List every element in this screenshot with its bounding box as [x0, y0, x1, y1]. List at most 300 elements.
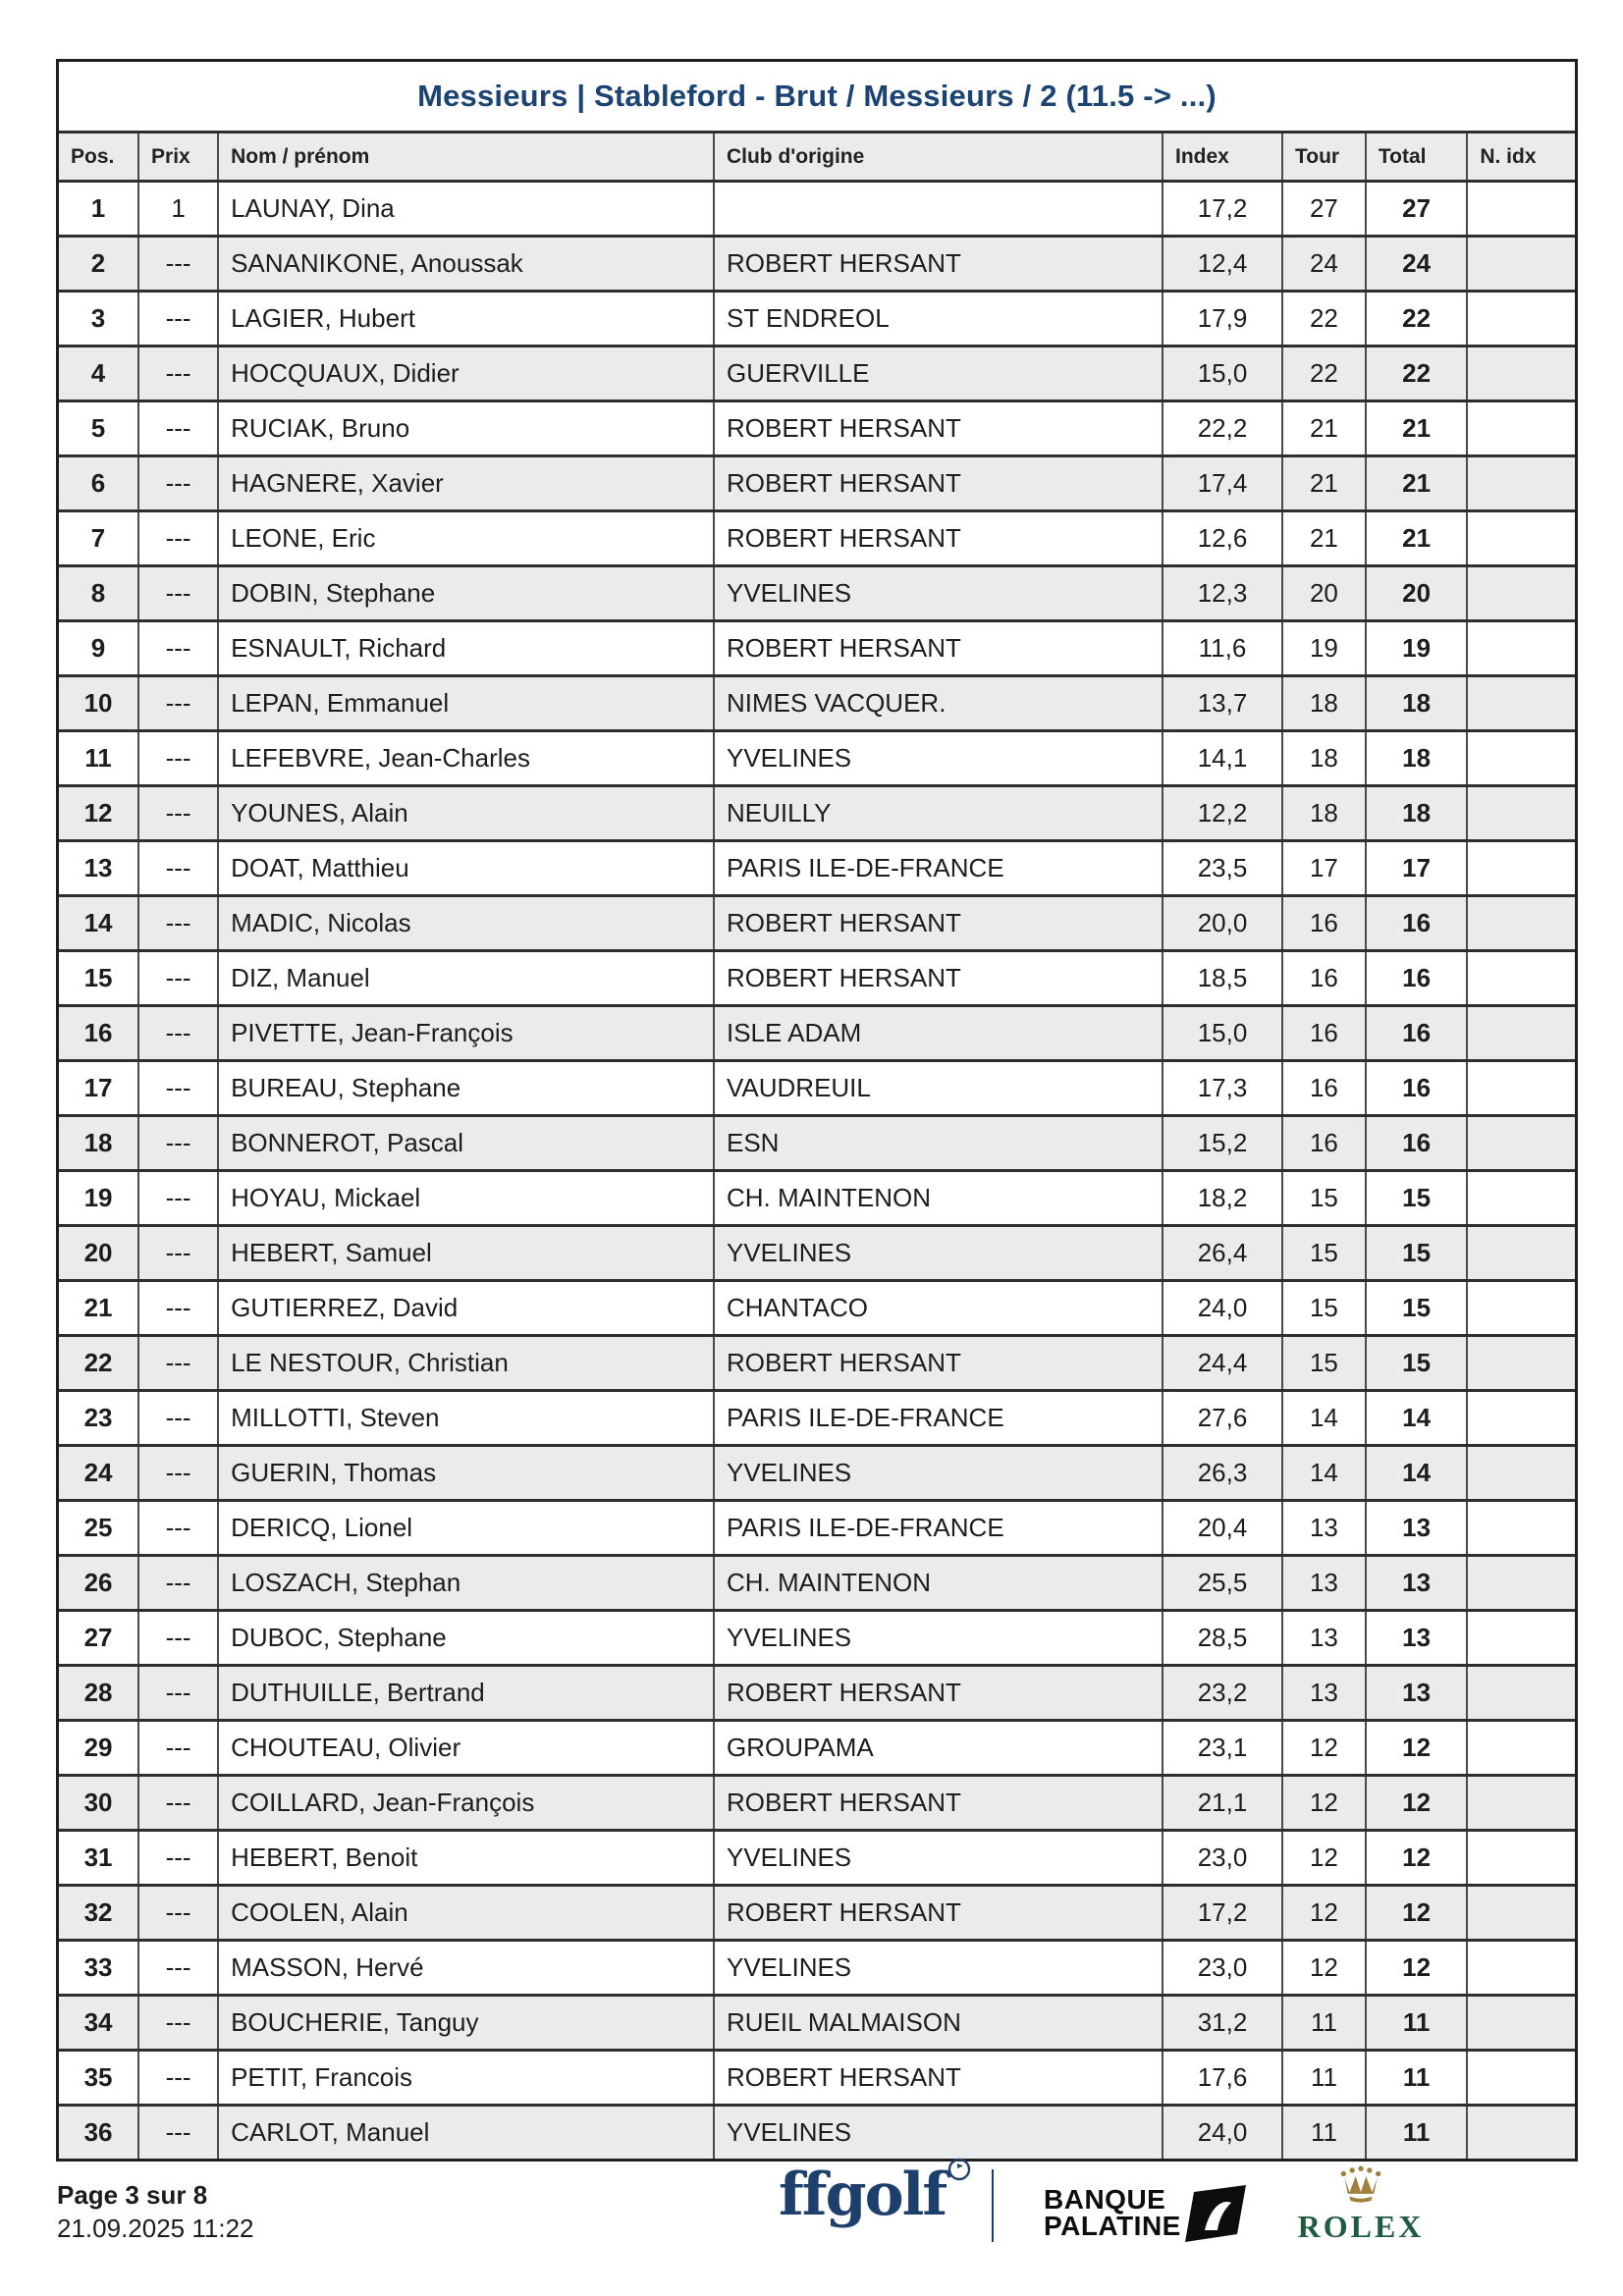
cell-tour: 15: [1282, 1281, 1366, 1336]
cell-prix: ---: [138, 676, 218, 731]
rolex-wordmark: ROLEX: [1297, 2209, 1425, 2244]
cell-prix: ---: [138, 401, 218, 456]
cell-nom: MILLOTTI, Steven: [218, 1391, 714, 1446]
cell-pos: 30: [59, 1776, 138, 1831]
cell-nidx: [1467, 1006, 1575, 1061]
cell-tour: 16: [1282, 951, 1366, 1006]
cell-nom: HOYAU, Mickael: [218, 1171, 714, 1226]
cell-pos: 26: [59, 1556, 138, 1611]
cell-club: ISLE ADAM: [714, 1006, 1163, 1061]
table-row: [59, 1776, 1575, 1831]
cell-club: ROBERT HERSANT: [714, 1336, 1163, 1391]
cell-index: 17,2: [1163, 182, 1282, 237]
table-row: [59, 1501, 1575, 1556]
cell-nom: LAUNAY, Dina: [218, 182, 714, 237]
cell-index: 17,2: [1163, 1886, 1282, 1941]
cell-tour: 13: [1282, 1501, 1366, 1556]
registered-flag-icon: [947, 2158, 971, 2181]
cell-total: 18: [1366, 731, 1467, 786]
table-row: [59, 401, 1575, 456]
cell-tour: 19: [1282, 621, 1366, 676]
table-row: [59, 1171, 1575, 1226]
cell-total: 11: [1366, 2051, 1467, 2106]
cell-index: 23,2: [1163, 1666, 1282, 1721]
cell-nidx: [1467, 401, 1575, 456]
cell-prix: ---: [138, 1006, 218, 1061]
cell-pos: 6: [59, 456, 138, 511]
cell-pos: 25: [59, 1501, 138, 1556]
cell-tour: 21: [1282, 456, 1366, 511]
cell-tour: 11: [1282, 2106, 1366, 2160]
cell-index: 17,3: [1163, 1061, 1282, 1116]
cell-index: 24,0: [1163, 2106, 1282, 2160]
cell-index: 18,2: [1163, 1171, 1282, 1226]
cell-index: 18,5: [1163, 951, 1282, 1006]
cell-prix: ---: [138, 1776, 218, 1831]
cell-total: 16: [1366, 1006, 1467, 1061]
cell-index: 23,0: [1163, 1831, 1282, 1886]
cell-club: ROBERT HERSANT: [714, 621, 1163, 676]
cell-nom: DUTHUILLE, Bertrand: [218, 1666, 714, 1721]
cell-nidx: [1467, 1501, 1575, 1556]
cell-total: 12: [1366, 1776, 1467, 1831]
cell-index: 27,6: [1163, 1391, 1282, 1446]
table-row: [59, 676, 1575, 731]
cell-total: 11: [1366, 1996, 1467, 2051]
cell-club: ROBERT HERSANT: [714, 237, 1163, 292]
cell-nidx: [1467, 1391, 1575, 1446]
cell-total: 21: [1366, 401, 1467, 456]
cell-nom: DOAT, Matthieu: [218, 841, 714, 896]
cell-club: ROBERT HERSANT: [714, 1776, 1163, 1831]
footer-divider: [992, 2169, 994, 2242]
cell-club: PARIS ILE-DE-FRANCE: [714, 1391, 1163, 1446]
cell-nidx: [1467, 1996, 1575, 2051]
cell-pos: 36: [59, 2106, 138, 2160]
cell-total: 15: [1366, 1226, 1467, 1281]
banque-palatine-logo: [1044, 2185, 1248, 2242]
col-header-total: Total: [1366, 133, 1467, 182]
cell-club: [714, 182, 1163, 237]
cell-prix: ---: [138, 896, 218, 951]
cell-index: 26,3: [1163, 1446, 1282, 1501]
cell-nom: BOUCHERIE, Tanguy: [218, 1996, 714, 2051]
cell-index: 12,2: [1163, 786, 1282, 841]
cell-pos: 17: [59, 1061, 138, 1116]
cell-club: YVELINES: [714, 1831, 1163, 1886]
cell-pos: 9: [59, 621, 138, 676]
table-row: [59, 182, 1575, 237]
cell-nom: ESNAULT, Richard: [218, 621, 714, 676]
cell-nidx: [1467, 1116, 1575, 1171]
cell-total: 18: [1366, 786, 1467, 841]
cell-total: 12: [1366, 1721, 1467, 1776]
cell-nidx: [1467, 1061, 1575, 1116]
cell-prix: ---: [138, 511, 218, 566]
cell-pos: 5: [59, 401, 138, 456]
cell-prix: ---: [138, 1226, 218, 1281]
table-row: [59, 786, 1575, 841]
cell-total: 21: [1366, 456, 1467, 511]
cell-index: 11,6: [1163, 621, 1282, 676]
cell-club: YVELINES: [714, 731, 1163, 786]
cell-tour: 20: [1282, 566, 1366, 621]
table-row: [59, 841, 1575, 896]
cell-tour: 17: [1282, 841, 1366, 896]
cell-total: 17: [1366, 841, 1467, 896]
cell-tour: 12: [1282, 1776, 1366, 1831]
cell-index: 23,1: [1163, 1721, 1282, 1776]
cell-tour: 13: [1282, 1556, 1366, 1611]
cell-nom: DERICQ, Lionel: [218, 1501, 714, 1556]
cell-prix: ---: [138, 1336, 218, 1391]
table-row: [59, 1391, 1575, 1446]
cell-club: YVELINES: [714, 1941, 1163, 1996]
cell-nom: LOSZACH, Stephan: [218, 1556, 714, 1611]
cell-nom: COOLEN, Alain: [218, 1886, 714, 1941]
cell-club: RUEIL MALMAISON: [714, 1996, 1163, 2051]
cell-club: CH. MAINTENON: [714, 1556, 1163, 1611]
cell-pos: 12: [59, 786, 138, 841]
table-header: [59, 133, 1575, 182]
cell-nom: LEPAN, Emmanuel: [218, 676, 714, 731]
table-row: [59, 292, 1575, 347]
table-row: [59, 1721, 1575, 1776]
cell-total: 27: [1366, 182, 1467, 237]
table-row: [59, 1886, 1575, 1941]
cell-pos: 7: [59, 511, 138, 566]
cell-club: ROBERT HERSANT: [714, 456, 1163, 511]
table-row: [59, 731, 1575, 786]
cell-tour: 21: [1282, 511, 1366, 566]
cell-pos: 34: [59, 1996, 138, 2051]
cell-tour: 12: [1282, 1886, 1366, 1941]
col-header-nidx: N. idx: [1467, 133, 1575, 182]
table-row: [59, 347, 1575, 401]
cell-pos: 16: [59, 1006, 138, 1061]
table-row: [59, 511, 1575, 566]
cell-nidx: [1467, 1226, 1575, 1281]
cell-nidx: [1467, 511, 1575, 566]
cell-tour: 12: [1282, 1721, 1366, 1776]
cell-nidx: [1467, 2106, 1575, 2160]
col-header-tour: Tour: [1282, 133, 1366, 182]
cell-prix: ---: [138, 1941, 218, 1996]
table-row: [59, 1996, 1575, 2051]
page-title: Messieurs | Stableford - Brut / Messieurs / 2 (11.5 -> ...): [417, 79, 1217, 113]
cell-tour: 16: [1282, 896, 1366, 951]
cell-nom: HOCQUAUX, Didier: [218, 347, 714, 401]
cell-prix: ---: [138, 1501, 218, 1556]
cell-prix: ---: [138, 951, 218, 1006]
cell-pos: 10: [59, 676, 138, 731]
cell-nidx: [1467, 1171, 1575, 1226]
cell-index: 15,0: [1163, 347, 1282, 401]
cell-nidx: [1467, 676, 1575, 731]
table-row: [59, 1006, 1575, 1061]
cell-pos: 32: [59, 1886, 138, 1941]
cell-club: NIMES VACQUER.: [714, 676, 1163, 731]
cell-index: 23,5: [1163, 841, 1282, 896]
cell-total: 16: [1366, 896, 1467, 951]
cell-nidx: [1467, 786, 1575, 841]
cell-pos: 31: [59, 1831, 138, 1886]
cell-tour: 21: [1282, 401, 1366, 456]
cell-tour: 18: [1282, 786, 1366, 841]
cell-tour: 13: [1282, 1666, 1366, 1721]
cell-nidx: [1467, 621, 1575, 676]
cell-tour: 16: [1282, 1116, 1366, 1171]
cell-prix: ---: [138, 731, 218, 786]
cell-pos: 14: [59, 896, 138, 951]
crown-icon: [1338, 2165, 1383, 2205]
cell-nom: CARLOT, Manuel: [218, 2106, 714, 2160]
cell-pos: 18: [59, 1116, 138, 1171]
cell-index: 24,4: [1163, 1336, 1282, 1391]
cell-club: ESN: [714, 1116, 1163, 1171]
cell-nidx: [1467, 1886, 1575, 1941]
cell-index: 17,6: [1163, 2051, 1282, 2106]
cell-pos: 20: [59, 1226, 138, 1281]
cell-nom: MADIC, Nicolas: [218, 896, 714, 951]
cell-total: 20: [1366, 566, 1467, 621]
cell-club: ROBERT HERSANT: [714, 511, 1163, 566]
cell-total: 16: [1366, 1061, 1467, 1116]
cell-index: 17,4: [1163, 456, 1282, 511]
table-row: [59, 621, 1575, 676]
table-row: [59, 896, 1575, 951]
cell-nom: LE NESTOUR, Christian: [218, 1336, 714, 1391]
cell-nom: HEBERT, Benoit: [218, 1831, 714, 1886]
cell-prix: ---: [138, 1446, 218, 1501]
table-row: [59, 1446, 1575, 1501]
cell-pos: 13: [59, 841, 138, 896]
cell-nom: PETIT, Francois: [218, 2051, 714, 2106]
cell-prix: ---: [138, 786, 218, 841]
cell-prix: ---: [138, 1611, 218, 1666]
ffgolf-wordmark: ffgolf: [779, 2161, 947, 2229]
cell-tour: 15: [1282, 1336, 1366, 1391]
cell-prix: ---: [138, 456, 218, 511]
cell-nom: DIZ, Manuel: [218, 951, 714, 1006]
cell-total: 18: [1366, 676, 1467, 731]
cell-club: YVELINES: [714, 1611, 1163, 1666]
cell-tour: 12: [1282, 1831, 1366, 1886]
cell-nidx: [1467, 951, 1575, 1006]
cell-pos: 15: [59, 951, 138, 1006]
cell-index: 24,0: [1163, 1281, 1282, 1336]
cell-nidx: [1467, 1666, 1575, 1721]
cell-nom: SANANIKONE, Anoussak: [218, 237, 714, 292]
cell-nom: HEBERT, Samuel: [218, 1226, 714, 1281]
cell-nidx: [1467, 1721, 1575, 1776]
table-row: [59, 2106, 1575, 2160]
cell-pos: 24: [59, 1446, 138, 1501]
cell-nidx: [1467, 292, 1575, 347]
cell-index: 17,9: [1163, 292, 1282, 347]
col-header-index: Index: [1163, 133, 1282, 182]
cell-index: 15,0: [1163, 1006, 1282, 1061]
cell-club: ROBERT HERSANT: [714, 1886, 1163, 1941]
cell-pos: 8: [59, 566, 138, 621]
cell-pos: 23: [59, 1391, 138, 1446]
cell-prix: ---: [138, 1281, 218, 1336]
cell-total: 14: [1366, 1391, 1467, 1446]
cell-index: 25,5: [1163, 1556, 1282, 1611]
cell-index: 12,3: [1163, 566, 1282, 621]
cell-total: 13: [1366, 1666, 1467, 1721]
cell-prix: ---: [138, 1666, 218, 1721]
table-row: [59, 951, 1575, 1006]
cell-nidx: [1467, 237, 1575, 292]
cell-nidx: [1467, 347, 1575, 401]
cell-pos: 2: [59, 237, 138, 292]
table-row: [59, 237, 1575, 292]
cell-pos: 3: [59, 292, 138, 347]
cell-total: 21: [1366, 511, 1467, 566]
cell-club: ROBERT HERSANT: [714, 896, 1163, 951]
cell-club: CH. MAINTENON: [714, 1171, 1163, 1226]
cell-tour: 16: [1282, 1061, 1366, 1116]
cell-prix: ---: [138, 2106, 218, 2160]
cell-club: YVELINES: [714, 566, 1163, 621]
cell-total: 12: [1366, 1831, 1467, 1886]
cell-index: 22,2: [1163, 401, 1282, 456]
cell-nom: LEFEBVRE, Jean-Charles: [218, 731, 714, 786]
cell-prix: ---: [138, 1886, 218, 1941]
table-row: [59, 1116, 1575, 1171]
cell-tour: 14: [1282, 1391, 1366, 1446]
cell-nidx: [1467, 182, 1575, 237]
cell-total: 22: [1366, 347, 1467, 401]
cell-club: GUERVILLE: [714, 347, 1163, 401]
cell-prix: ---: [138, 1171, 218, 1226]
cell-pos: 35: [59, 2051, 138, 2106]
cell-nom: HAGNERE, Xavier: [218, 456, 714, 511]
cell-tour: 11: [1282, 2051, 1366, 2106]
banque-palatine-wordmark: BANQUE PALATINE: [1044, 2184, 1181, 2241]
cell-tour: 22: [1282, 292, 1366, 347]
cell-club: ST ENDREOL: [714, 292, 1163, 347]
cell-total: 12: [1366, 1941, 1467, 1996]
cell-nidx: [1467, 896, 1575, 951]
cell-nidx: [1467, 2051, 1575, 2106]
print-datetime: 21.09.2025 11:22: [57, 2213, 254, 2243]
cell-nidx: [1467, 1611, 1575, 1666]
cell-tour: 24: [1282, 237, 1366, 292]
cell-nom: YOUNES, Alain: [218, 786, 714, 841]
cell-club: YVELINES: [714, 1446, 1163, 1501]
cell-pos: 21: [59, 1281, 138, 1336]
cell-nidx: [1467, 566, 1575, 621]
cell-index: 20,0: [1163, 896, 1282, 951]
cell-tour: 18: [1282, 731, 1366, 786]
cell-prix: ---: [138, 1831, 218, 1886]
cell-club: GROUPAMA: [714, 1721, 1163, 1776]
cell-total: 13: [1366, 1556, 1467, 1611]
cell-total: 14: [1366, 1446, 1467, 1501]
cell-prix: ---: [138, 841, 218, 896]
cell-pos: 28: [59, 1666, 138, 1721]
cell-pos: 1: [59, 182, 138, 237]
cell-nom: DOBIN, Stephane: [218, 566, 714, 621]
table-row: [59, 1281, 1575, 1336]
cell-pos: 27: [59, 1611, 138, 1666]
cell-nom: PIVETTE, Jean-François: [218, 1006, 714, 1061]
cell-nidx: [1467, 1281, 1575, 1336]
cell-pos: 29: [59, 1721, 138, 1776]
cell-nidx: [1467, 1831, 1575, 1886]
ffgolf-logo: [779, 2161, 947, 2229]
cell-prix: ---: [138, 2051, 218, 2106]
table-row: [59, 1611, 1575, 1666]
cell-total: 13: [1366, 1611, 1467, 1666]
cell-nom: CHOUTEAU, Olivier: [218, 1721, 714, 1776]
cell-total: 13: [1366, 1501, 1467, 1556]
cell-total: 15: [1366, 1281, 1467, 1336]
cell-tour: 27: [1282, 182, 1366, 237]
cell-nidx: [1467, 1336, 1575, 1391]
cell-prix: ---: [138, 237, 218, 292]
cell-index: 28,5: [1163, 1611, 1282, 1666]
cell-total: 19: [1366, 621, 1467, 676]
cell-club: CHANTACO: [714, 1281, 1163, 1336]
cell-tour: 13: [1282, 1611, 1366, 1666]
cell-prix: ---: [138, 621, 218, 676]
table-row: [59, 1666, 1575, 1721]
col-header-nom: Nom / prénom: [218, 133, 714, 182]
cell-prix: ---: [138, 1061, 218, 1116]
cell-pos: 33: [59, 1941, 138, 1996]
table-row: [59, 566, 1575, 621]
cell-tour: 12: [1282, 1941, 1366, 1996]
col-header-pos: Pos.: [59, 133, 138, 182]
cell-index: 26,4: [1163, 1226, 1282, 1281]
cell-nidx: [1467, 1776, 1575, 1831]
page-number: Page 3 sur 8: [57, 2180, 208, 2210]
cell-total: 15: [1366, 1171, 1467, 1226]
cell-club: YVELINES: [714, 2106, 1163, 2160]
cell-pos: 4: [59, 347, 138, 401]
cell-total: 11: [1366, 2106, 1467, 2160]
cell-nom: LEONE, Eric: [218, 511, 714, 566]
cell-tour: 15: [1282, 1226, 1366, 1281]
cell-prix: ---: [138, 347, 218, 401]
results-report-frame: [56, 59, 1578, 2162]
cell-tour: 11: [1282, 1996, 1366, 2051]
table-row: [59, 1941, 1575, 1996]
table-row: [59, 1061, 1575, 1116]
cell-club: ROBERT HERSANT: [714, 1666, 1163, 1721]
cell-tour: 18: [1282, 676, 1366, 731]
cell-prix: ---: [138, 1116, 218, 1171]
cell-total: 16: [1366, 1116, 1467, 1171]
col-header-club: Club d'origine: [714, 133, 1163, 182]
cell-nidx: [1467, 1941, 1575, 1996]
table-row: [59, 1226, 1575, 1281]
cell-index: 20,4: [1163, 1501, 1282, 1556]
cell-nidx: [1467, 1446, 1575, 1501]
cell-club: ROBERT HERSANT: [714, 401, 1163, 456]
cell-nom: LAGIER, Hubert: [218, 292, 714, 347]
cell-nidx: [1467, 1556, 1575, 1611]
table-row: [59, 2051, 1575, 2106]
rolex-logo: [1292, 2165, 1430, 2245]
cell-pos: 11: [59, 731, 138, 786]
cell-tour: 16: [1282, 1006, 1366, 1061]
table-row: [59, 456, 1575, 511]
cell-index: 15,2: [1163, 1116, 1282, 1171]
